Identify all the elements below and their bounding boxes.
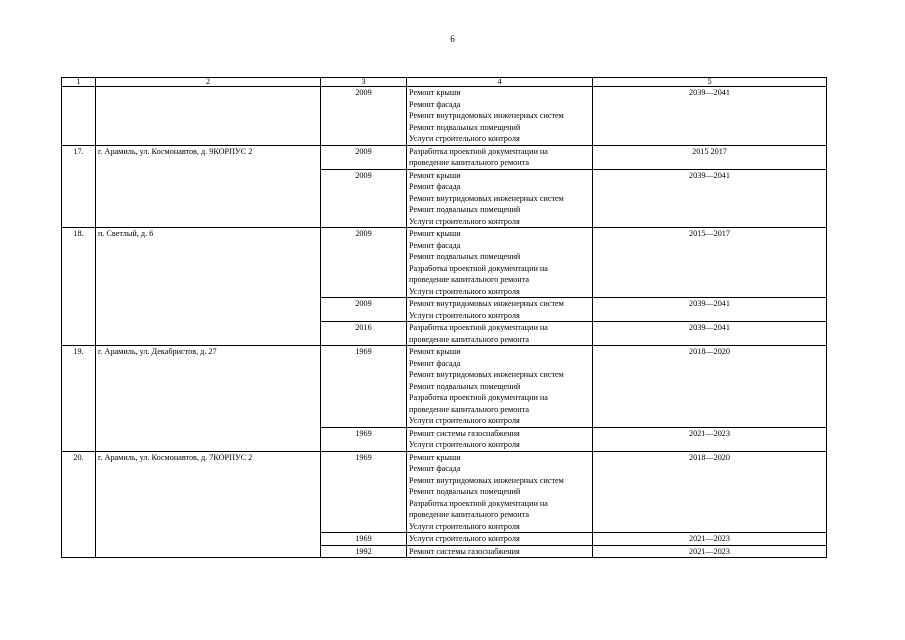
column-number: 2 <box>96 78 321 87</box>
column-number: 1 <box>62 78 96 87</box>
work-item: Ремонт крыши <box>409 170 461 180</box>
work-item: Услуги строительного контроля <box>409 134 520 143</box>
work-item: Ремонт системы газоснабжения <box>409 546 520 556</box>
works-cell <box>407 533 593 546</box>
column-number: 4 <box>407 78 593 87</box>
building-address: г. Арамиль, ул. Космонавтов, д. 7КОРПУС 2 <box>96 451 321 558</box>
year-cell: 1969 <box>321 427 407 451</box>
works-cell <box>407 322 593 346</box>
repair-period: 2039—2041 <box>593 322 827 346</box>
work-item: проведение капитального ремонта <box>409 334 529 344</box>
work-item: Услуги строительного контроля <box>409 310 520 320</box>
work-item: проведение капитального ремонта <box>409 275 529 284</box>
repair-period: 2039—2041 <box>593 298 827 322</box>
work-item: Ремонт подвальных помещений <box>409 381 521 391</box>
repair-period: 2015—2017 <box>593 228 827 298</box>
year-cell: 1992 <box>321 545 407 558</box>
works-cell <box>407 427 593 451</box>
repair-period: 2021—2023 <box>593 533 827 546</box>
work-item: Услуги строительного контроля <box>409 440 520 449</box>
work-item: Услуги строительного контроля <box>409 216 520 226</box>
table-row <box>62 145 827 169</box>
work-item: Ремонт фасада <box>409 464 461 473</box>
column-number-row <box>62 78 827 87</box>
repair-period: 2021—2023 <box>593 427 827 451</box>
column-number: 3 <box>321 78 407 87</box>
year-cell: 2016 <box>321 322 407 346</box>
work-item: проведение капитального ремонта <box>409 510 529 519</box>
works-cell <box>407 298 593 322</box>
building-address <box>96 87 321 146</box>
work-item: Разработка проектной документации на <box>409 323 548 332</box>
year-cell: 2009 <box>321 87 407 146</box>
work-item: Ремонт фасада <box>409 99 461 109</box>
item-number: 18. <box>62 228 96 346</box>
work-item: Ремонт внутридомовых инженерных систем <box>409 193 564 203</box>
repair-period: 2018—2020 <box>593 451 827 533</box>
work-item: Ремонт фасада <box>409 240 461 250</box>
building-address: г. Арамиль, ул. Космонавтов, д. 9КОРПУС 2 <box>96 145 321 228</box>
work-item: Ремонт фасада <box>409 182 461 191</box>
year-cell: 2009 <box>321 145 407 169</box>
work-item: Ремонт фасада <box>409 358 461 368</box>
work-item: Услуги строительного контроля <box>409 286 520 296</box>
page-number: 6 <box>450 34 455 44</box>
building-address: п. Светлый, д. 6 <box>96 228 321 346</box>
work-item: Ремонт внутридомовых инженерных систем <box>409 111 564 120</box>
works-cell <box>407 545 593 558</box>
work-item: Ремонт подвальных помещений <box>409 205 521 214</box>
repair-period: 2018—2020 <box>593 346 827 428</box>
table-row <box>62 87 827 146</box>
item-number: 19. <box>62 346 96 452</box>
item-number: 17. <box>62 145 96 228</box>
table-row <box>62 228 827 298</box>
item-number: 20. <box>62 451 96 558</box>
repair-period: 2015 2017 <box>593 145 827 169</box>
work-item: Разработка проектной документации на <box>409 146 548 156</box>
work-item: Услуги строительного контроля <box>409 534 520 543</box>
work-item: Ремонт внутридомовых инженерных систем <box>409 299 564 308</box>
work-item: Разработка проектной документации на <box>409 393 548 402</box>
work-item: Ремонт подвальных помещений <box>409 252 521 261</box>
year-cell: 1969 <box>321 533 407 546</box>
year-cell: 2009 <box>321 298 407 322</box>
works-cell <box>407 87 593 146</box>
work-item: Ремонт подвальных помещений <box>409 487 521 496</box>
table-row <box>62 346 827 428</box>
works-cell <box>407 145 593 169</box>
work-item: Ремонт крыши <box>409 229 461 238</box>
year-cell: 1969 <box>321 451 407 533</box>
works-cell <box>407 228 593 298</box>
work-item: проведение капитального ремонта <box>409 158 529 167</box>
work-item: Услуги строительного контроля <box>409 416 520 425</box>
work-item: Ремонт крыши <box>409 452 461 462</box>
repair-period: 2021—2023 <box>593 545 827 558</box>
work-item: Ремонт внутридомовых инженерных систем <box>409 475 564 485</box>
repair-period: 2039—2041 <box>593 169 827 228</box>
work-item: Услуги строительного контроля <box>409 521 520 531</box>
column-number: 5 <box>593 78 827 87</box>
work-item: Разработка проектной документации на <box>409 498 548 508</box>
work-item: Ремонт крыши <box>409 347 461 356</box>
item-number <box>62 87 96 146</box>
work-item: Ремонт внутридомовых инженерных систем <box>409 370 564 379</box>
year-cell: 2009 <box>321 169 407 228</box>
building-address: г. Арамиль, ул. Декабристов, д. 27 <box>96 346 321 452</box>
year-cell: 1969 <box>321 346 407 428</box>
work-item: Ремонт подвальных помещений <box>409 122 521 132</box>
works-cell <box>407 169 593 228</box>
work-item: проведение капитального ремонта <box>409 404 529 414</box>
capital-repair-table <box>61 77 827 558</box>
works-cell <box>407 451 593 533</box>
year-cell: 2009 <box>321 228 407 298</box>
repair-period: 2039—2041 <box>593 87 827 146</box>
works-cell <box>407 346 593 428</box>
work-item: Ремонт крыши <box>409 88 461 97</box>
table-row <box>62 451 827 533</box>
work-item: Разработка проектной документации на <box>409 263 548 273</box>
work-item: Ремонт системы газоснабжения <box>409 428 520 438</box>
